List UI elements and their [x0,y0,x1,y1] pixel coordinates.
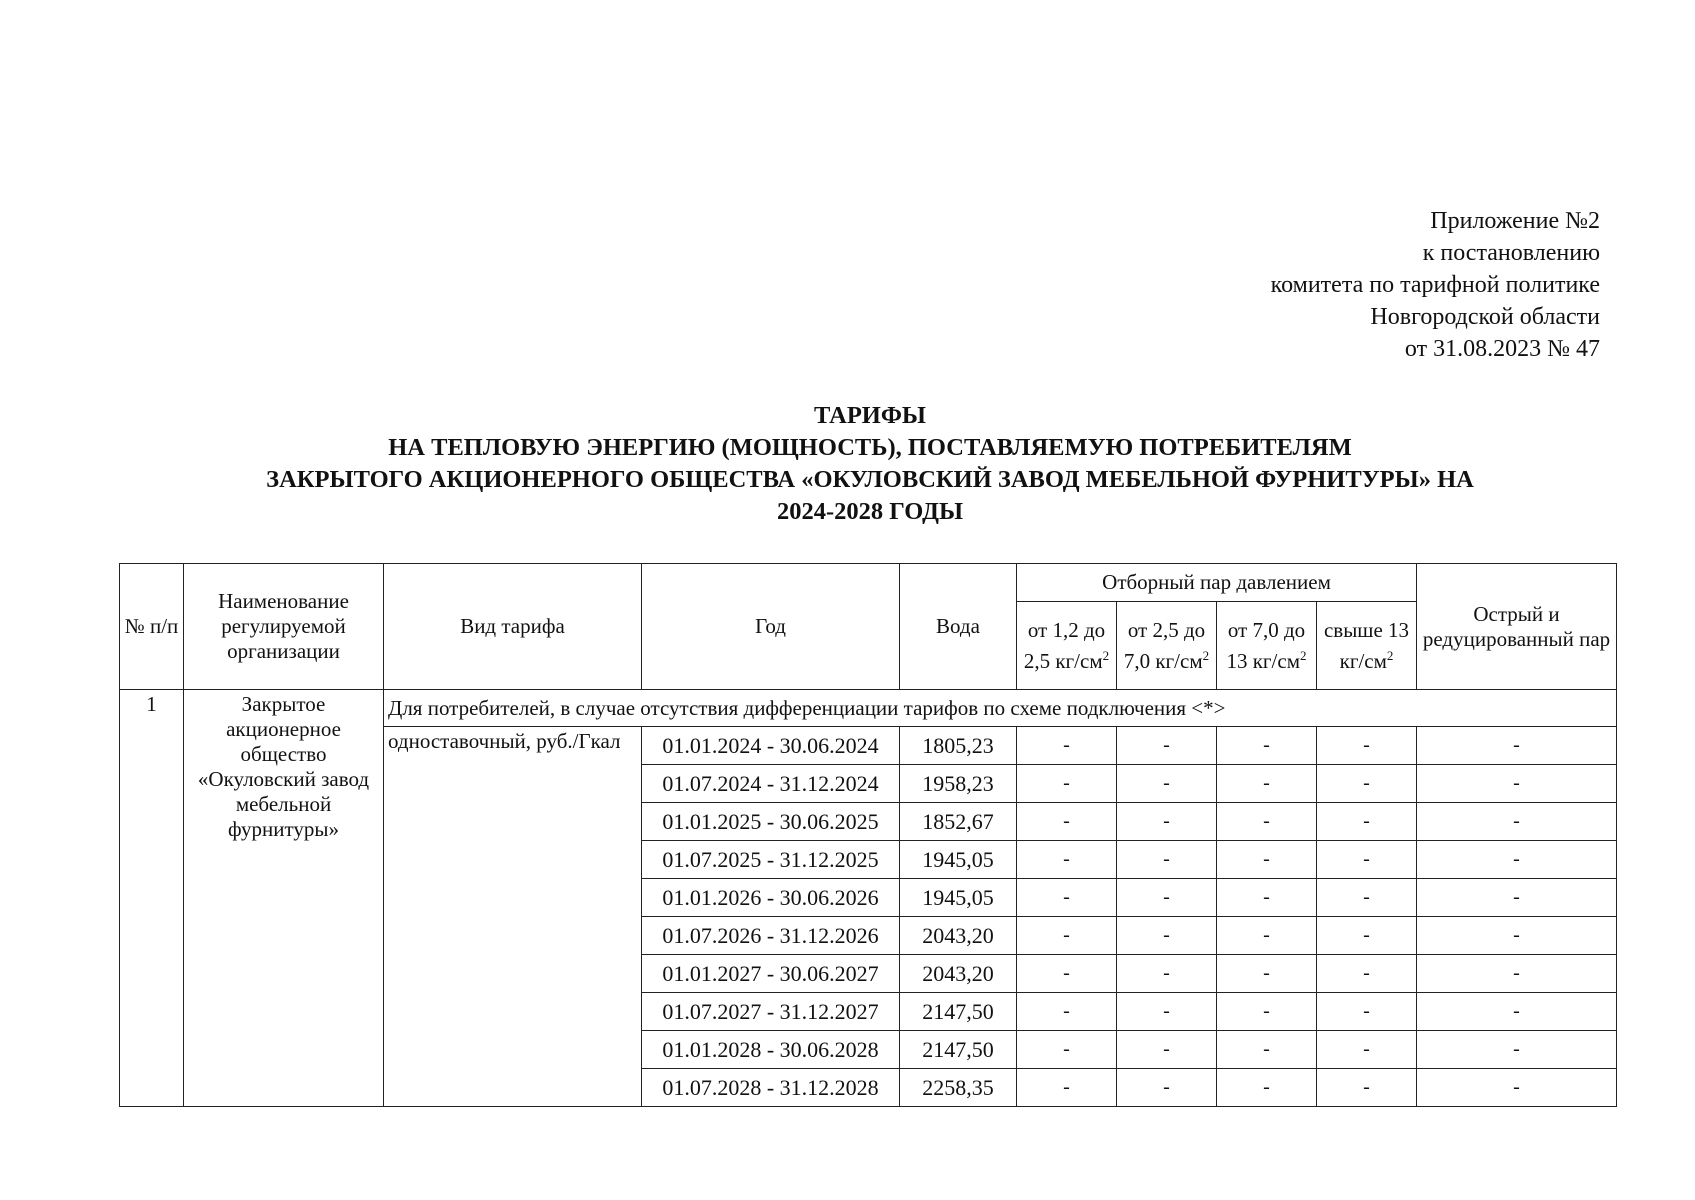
tariff-table [119,563,1617,1107]
empty-tariff-cell: - [1417,955,1617,993]
empty-tariff-cell: - [1317,955,1417,993]
empty-tariff-cell: - [1017,1069,1117,1107]
empty-tariff-cell: - [1017,841,1117,879]
header-steam-2-text: от 2,5 до 7,0 кг/см [1123,617,1206,673]
header-sharp: Острый и редуцированный пар [1417,564,1617,690]
empty-tariff-cell: - [1217,1069,1317,1107]
header-steam-2 [1117,602,1217,690]
empty-tariff-cell: - [1317,1031,1417,1069]
empty-tariff-cell: - [1117,917,1217,955]
empty-tariff-cell: - [1217,765,1317,803]
water-tariff-cell: 1852,67 [900,803,1017,841]
header-kind: Вид тарифа [384,564,642,690]
water-tariff-cell: 2147,50 [900,993,1017,1031]
water-tariff-cell: 1958,23 [900,765,1017,803]
header-org: Наименование регулируемой организации [184,564,384,690]
row-number: 1 [120,690,184,1107]
header-steam-2-sup: 2 [1202,647,1210,663]
empty-tariff-cell: - [1417,1069,1617,1107]
water-tariff-cell: 2043,20 [900,955,1017,993]
empty-tariff-cell: - [1217,917,1317,955]
annex-line: Новгородской области [1370,304,1600,330]
empty-tariff-cell: - [1317,765,1417,803]
empty-tariff-cell: - [1417,727,1617,765]
period-cell: 01.01.2025 - 30.06.2025 [642,803,900,841]
empty-tariff-cell: - [1117,879,1217,917]
header-steam-4-text: свыше 13 кг/см [1323,617,1410,673]
annex-line: комитета по тарифной политике [1270,272,1600,298]
empty-tariff-cell: - [1417,879,1617,917]
empty-tariff-cell: - [1117,993,1217,1031]
empty-tariff-cell: - [1017,917,1117,955]
header-water: Вода [900,564,1017,690]
empty-tariff-cell: - [1117,765,1217,803]
title-line: ЗАКРЫТОГО АКЦИОНЕРНОГО ОБЩЕСТВА «ОКУЛОВСКИЙ ЗАВОД МЕБЕЛЬНОЙ ФУРНИТУРЫ» НА [266,466,1474,493]
header-steam-4-sup: 2 [1386,647,1394,663]
empty-tariff-cell: - [1117,727,1217,765]
empty-tariff-cell: - [1417,841,1617,879]
empty-tariff-cell: - [1417,765,1617,803]
header-steam-3-sup: 2 [1300,647,1307,663]
empty-tariff-cell: - [1117,955,1217,993]
water-tariff-cell: 2043,20 [900,917,1017,955]
empty-tariff-cell: - [1217,955,1317,993]
period-cell: 01.07.2028 - 31.12.2028 [642,1069,900,1107]
period-cell: 01.07.2025 - 31.12.2025 [642,841,900,879]
title-line: НА ТЕПЛОВУЮ ЭНЕРГИЮ (МОЩНОСТЬ), ПОСТАВЛЯЕМУЮ ПОТРЕБИТЕЛЯМ [388,434,1352,461]
consumer-note: Для потребителей, в случае отсутствия дифференциации тарифов по схеме подключения <*> [384,690,1617,727]
annex-line: Приложение №2 [1430,208,1600,234]
empty-tariff-cell: - [1317,841,1417,879]
empty-tariff-cell: - [1117,803,1217,841]
empty-tariff-cell: - [1417,993,1617,1031]
water-tariff-cell: 2147,50 [900,1031,1017,1069]
period-cell: 01.01.2027 - 30.06.2027 [642,955,900,993]
empty-tariff-cell: - [1217,727,1317,765]
empty-tariff-cell: - [1317,917,1417,955]
empty-tariff-cell: - [1017,803,1117,841]
empty-tariff-cell: - [1417,1031,1617,1069]
empty-tariff-cell: - [1217,993,1317,1031]
empty-tariff-cell: - [1017,1031,1117,1069]
empty-tariff-cell: - [1117,1031,1217,1069]
empty-tariff-cell: - [1417,803,1617,841]
header-steam-1 [1017,602,1117,690]
empty-tariff-cell: - [1417,917,1617,955]
empty-tariff-cell: - [1117,1069,1217,1107]
water-tariff-cell: 2258,35 [900,1069,1017,1107]
header-steam-group: Отборный пар давлением [1017,564,1417,602]
header-row [120,564,1617,602]
title-line: ТАРИФЫ [814,402,926,429]
header-steam-1-sup: 2 [1102,647,1110,663]
empty-tariff-cell: - [1217,841,1317,879]
annex-line: от 31.08.2023 № 47 [1404,336,1600,362]
empty-tariff-cell: - [1317,727,1417,765]
empty-tariff-cell: - [1317,879,1417,917]
water-tariff-cell: 1945,05 [900,879,1017,917]
header-steam-1-text: от 1,2 до 2,5 кг/см [1023,617,1106,673]
empty-tariff-cell: - [1117,841,1217,879]
period-cell: 01.01.2028 - 30.06.2028 [642,1031,900,1069]
empty-tariff-cell: - [1017,727,1117,765]
empty-tariff-cell: - [1317,803,1417,841]
period-cell: 01.07.2026 - 31.12.2026 [642,917,900,955]
header-year: Год [642,564,900,690]
empty-tariff-cell: - [1317,993,1417,1031]
title-line: 2024-2028 ГОДЫ [776,498,963,525]
period-cell: 01.07.2024 - 31.12.2024 [642,765,900,803]
header-steam-4 [1317,602,1417,690]
document-title [120,400,1620,528]
empty-tariff-cell: - [1017,955,1117,993]
water-tariff-cell: 1805,23 [900,727,1017,765]
period-cell: 01.01.2026 - 30.06.2026 [642,879,900,917]
tariff-kind: одноставочный, руб./Гкал [384,727,642,1107]
empty-tariff-cell: - [1217,803,1317,841]
organization-name: Закрытое акционерное общество «Окуловский завод мебельной фурнитуры» [184,690,384,1107]
header-steam-3-text: от 7,0 до 13 кг/см [1226,617,1306,673]
empty-tariff-cell: - [1017,879,1117,917]
period-cell: 01.07.2027 - 31.12.2027 [642,993,900,1031]
header-num: № п/п [120,564,184,690]
water-tariff-cell: 1945,05 [900,841,1017,879]
empty-tariff-cell: - [1317,1069,1417,1107]
empty-tariff-cell: - [1017,765,1117,803]
empty-tariff-cell: - [1217,1031,1317,1069]
annex-line: к постановлению [1422,240,1600,266]
period-cell: 01.01.2024 - 30.06.2024 [642,727,900,765]
empty-tariff-cell: - [1217,879,1317,917]
header-steam-3 [1217,602,1317,690]
note-row [120,690,1617,727]
empty-tariff-cell: - [1017,993,1117,1031]
annex-block [1271,205,1600,365]
